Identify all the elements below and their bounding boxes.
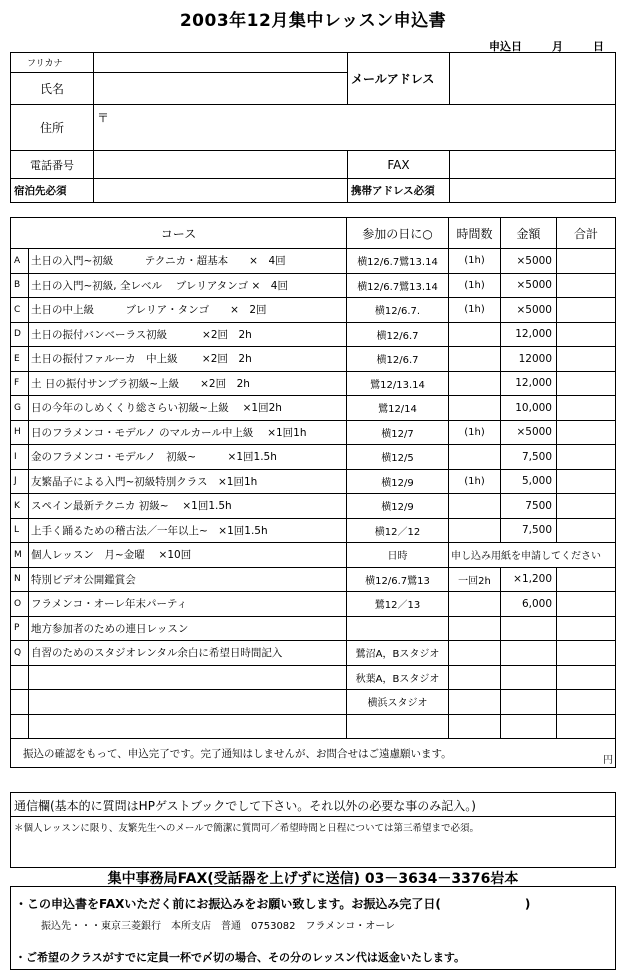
- course-hours: [449, 690, 501, 715]
- course-price: 7,500: [501, 518, 557, 543]
- course-total[interactable]: [557, 420, 616, 445]
- course-letter: Q: [11, 641, 29, 666]
- course-days[interactable]: 横浜スタジオ: [347, 690, 449, 715]
- communication-box[interactable]: [10, 792, 616, 868]
- header-hours: 時間数: [449, 218, 501, 249]
- course-row: [11, 347, 616, 372]
- course-letter: B: [11, 273, 29, 298]
- course-price: ×5000: [501, 420, 557, 445]
- course-hours: [449, 445, 501, 470]
- course-days[interactable]: 日時: [347, 543, 449, 568]
- course-hours: [449, 371, 501, 396]
- payment-info-box: [10, 886, 616, 970]
- course-name: 日の今年のしめくくり総さらい初級~上級 ×1回2h: [29, 396, 347, 421]
- course-days[interactable]: [347, 616, 449, 641]
- address-label: 住所: [11, 105, 94, 151]
- course-days[interactable]: 横12/6.7鷺13: [347, 567, 449, 592]
- communication-body: ＊個人レッスンに限り、友繁先生へのメールで簡潔に質問可／希望時間と日程については第三希望まで必須。: [14, 823, 480, 834]
- course-letter: E: [11, 347, 29, 372]
- course-price: 10,000: [501, 396, 557, 421]
- course-total[interactable]: [557, 249, 616, 274]
- application-date-label: 申込日: [489, 40, 522, 53]
- course-row: [11, 249, 616, 274]
- course-row: [11, 469, 616, 494]
- course-name: フラメンコ・オーレ年末パーティ: [29, 592, 347, 617]
- course-row: [11, 371, 616, 396]
- course-name: スペイン最新テクニカ 初級~ ×1回1.5h: [29, 494, 347, 519]
- course-price: 12,000: [501, 322, 557, 347]
- course-note: 申し込み用紙を申請してください: [449, 543, 616, 568]
- course-hours: (1h): [449, 273, 501, 298]
- course-total[interactable]: [557, 714, 616, 739]
- course-hours: [449, 347, 501, 372]
- course-days[interactable]: 横12/6.7鷺13.14: [347, 273, 449, 298]
- course-total[interactable]: [557, 690, 616, 715]
- course-row: [11, 567, 616, 592]
- header-course: コース: [11, 218, 347, 249]
- course-hours: 一回2h: [449, 567, 501, 592]
- course-hours: [449, 518, 501, 543]
- course-total[interactable]: [557, 518, 616, 543]
- course-hours: (1h): [449, 420, 501, 445]
- course-days[interactable]: 横12/6.7.: [347, 298, 449, 323]
- mobile-field[interactable]: [450, 179, 616, 203]
- course-letter: D: [11, 322, 29, 347]
- course-price: 12000: [501, 347, 557, 372]
- course-hours: (1h): [449, 469, 501, 494]
- course-days[interactable]: 横12/6.7: [347, 347, 449, 372]
- course-total[interactable]: [557, 371, 616, 396]
- course-price: 5,000: [501, 469, 557, 494]
- course-total[interactable]: [557, 592, 616, 617]
- course-name: [29, 665, 347, 690]
- lodging-field[interactable]: [94, 179, 348, 203]
- course-total[interactable]: [557, 322, 616, 347]
- course-name: 地方参加者のための連日レッスン: [29, 616, 347, 641]
- course-price: [501, 714, 557, 739]
- course-days[interactable]: 鷺12／13: [347, 592, 449, 617]
- course-days[interactable]: 横12/9: [347, 494, 449, 519]
- course-price: [501, 641, 557, 666]
- course-days[interactable]: 横12/7: [347, 420, 449, 445]
- course-table-header: [11, 218, 616, 249]
- course-letter: M: [11, 543, 29, 568]
- course-price: [501, 665, 557, 690]
- bank-account-info: 振込先・・・東京三菱銀行 本所支店 普通 0753082 フラメンコ・オーレ: [41, 921, 396, 932]
- payment-notice: ・この申込書をFAXいただく前にお振込みをお願い致します。お振込み完了日( ): [15, 897, 531, 911]
- course-price: ×5000: [501, 249, 557, 274]
- course-row: [11, 420, 616, 445]
- course-letter: N: [11, 567, 29, 592]
- course-name: 土日の入門~初級 テクニカ・超基本 × 4回: [29, 249, 347, 274]
- email-label: メールアドレス: [348, 53, 450, 105]
- furigana-label: フリカナ: [11, 53, 94, 73]
- course-row: [11, 714, 616, 739]
- course-price: [501, 616, 557, 641]
- course-price: 6,000: [501, 592, 557, 617]
- course-price: 12,000: [501, 371, 557, 396]
- course-row: [11, 592, 616, 617]
- course-hours: [449, 665, 501, 690]
- course-name: 土 日の振付サンブラ初級~上級 ×2回 2h: [29, 371, 347, 396]
- course-letter: A: [11, 249, 29, 274]
- course-price: 7,500: [501, 445, 557, 470]
- course-days[interactable]: 鷺12/13.14: [347, 371, 449, 396]
- email-field[interactable]: [450, 53, 616, 105]
- course-days[interactable]: 秋葉A，Bスタジオ: [347, 665, 449, 690]
- course-name: 土日の振付バンベーラス初級 ×2回 2h: [29, 322, 347, 347]
- course-days[interactable]: 鷺沼A，Bスタジオ: [347, 641, 449, 666]
- course-row: [11, 322, 616, 347]
- completion-note-cell: [11, 739, 616, 768]
- course-row: [11, 445, 616, 470]
- address-field[interactable]: [94, 105, 616, 151]
- course-hours: [449, 592, 501, 617]
- course-letter: L: [11, 518, 29, 543]
- course-hours: [449, 616, 501, 641]
- course-days[interactable]: [347, 714, 449, 739]
- course-price: ×5000: [501, 273, 557, 298]
- name-field[interactable]: [94, 73, 348, 105]
- course-days[interactable]: 横12/9: [347, 469, 449, 494]
- phone-field[interactable]: [94, 151, 348, 179]
- header-total: 合計: [557, 218, 616, 249]
- course-name: 土日の入門~初級, 全レベル ブレリアタンゴ × 4回: [29, 273, 347, 298]
- course-name: [29, 690, 347, 715]
- completion-note: 振込の確認をもって、申込完了です。完了通知はしませんが、お問合せはご遠慮願います。: [23, 747, 452, 760]
- course-total[interactable]: [557, 567, 616, 592]
- course-price: 7500: [501, 494, 557, 519]
- course-name: 日のフラメンコ・モデルノ のマルカール中上級 ×1回1h: [29, 420, 347, 445]
- course-row: [11, 665, 616, 690]
- course-row: [11, 494, 616, 519]
- course-row: [11, 641, 616, 666]
- course-name: 土日の中上級 ブレリア・タンゴ × 2回: [29, 298, 347, 323]
- course-total[interactable]: [557, 665, 616, 690]
- application-date-month: 月: [552, 40, 563, 53]
- course-row: [11, 396, 616, 421]
- course-letter: I: [11, 445, 29, 470]
- course-letter: H: [11, 420, 29, 445]
- completion-note-row: [11, 739, 616, 768]
- course-days[interactable]: 横12／12: [347, 518, 449, 543]
- course-price: [501, 690, 557, 715]
- course-total[interactable]: [557, 616, 616, 641]
- yen-unit: 円: [603, 755, 613, 766]
- course-letter: F: [11, 371, 29, 396]
- course-name: [29, 714, 347, 739]
- course-hours: [449, 641, 501, 666]
- page-title: 2003年12月集中レッスン申込書: [179, 11, 447, 31]
- fax-number-line: 集中事務局FAX(受話器を上げずに送信) 03－3634－3376岩本: [107, 871, 519, 887]
- lodging-label: 宿泊先必須: [11, 179, 94, 203]
- course-letter: P: [11, 616, 29, 641]
- course-letter: [11, 665, 29, 690]
- application-date-day: 日: [593, 40, 604, 53]
- furigana-field[interactable]: [94, 53, 348, 73]
- course-letter: C: [11, 298, 29, 323]
- postal-mark: 〒: [97, 111, 110, 125]
- course-name: 上手く踊るための稽古法／一年以上~ ×1回1.5h: [29, 518, 347, 543]
- course-days[interactable]: 横12/6.7鷺13.14: [347, 249, 449, 274]
- course-letter: [11, 690, 29, 715]
- course-name: 友繁晶子による入門~初級特別クラス ×1回1h: [29, 469, 347, 494]
- course-letter: G: [11, 396, 29, 421]
- phone-label: 電話番号: [11, 151, 94, 179]
- refund-notice: ・ご希望のクラスがすでに定員一杯で〆切の場合、その分のレッスン代は返金いたします。: [15, 951, 466, 964]
- course-total[interactable]: [557, 494, 616, 519]
- course-name: 特別ビデオ公開鑑賞会: [29, 567, 347, 592]
- course-row: [11, 616, 616, 641]
- course-total[interactable]: [557, 641, 616, 666]
- course-price: ×5000: [501, 298, 557, 323]
- course-letter: J: [11, 469, 29, 494]
- course-name: 金のフラメンコ・モデルノ 初級~ ×1回1.5h: [29, 445, 347, 470]
- fax-label: FAX: [348, 151, 450, 179]
- course-total[interactable]: [557, 445, 616, 470]
- course-total[interactable]: [557, 396, 616, 421]
- course-hours: [449, 714, 501, 739]
- communication-title: 通信欄(基本的に質問はHPゲストブックでして下さい。それ以外の必要な事のみ記入。): [11, 793, 615, 817]
- mobile-label: 携帯アドレス必須: [348, 179, 450, 203]
- course-total[interactable]: [557, 469, 616, 494]
- header-days: 参加の日に○: [347, 218, 449, 249]
- course-letter: O: [11, 592, 29, 617]
- course-hours: (1h): [449, 249, 501, 274]
- course-total[interactable]: [557, 347, 616, 372]
- header-price: 金額: [501, 218, 557, 249]
- course-hours: [449, 494, 501, 519]
- course-total[interactable]: [557, 298, 616, 323]
- course-days[interactable]: 鷺12/14: [347, 396, 449, 421]
- course-letter: [11, 714, 29, 739]
- course-row: [11, 298, 616, 323]
- course-row: [11, 273, 616, 298]
- course-hours: [449, 396, 501, 421]
- course-days[interactable]: 横12/6.7: [347, 322, 449, 347]
- course-name: 土日の振付ファルーカ 中上級 ×2回 2h: [29, 347, 347, 372]
- course-row: [11, 690, 616, 715]
- course-letter: K: [11, 494, 29, 519]
- course-days[interactable]: 横12/5: [347, 445, 449, 470]
- course-row: [11, 518, 616, 543]
- applicant-info-table: [10, 52, 616, 203]
- course-row: [11, 543, 616, 568]
- course-price: ×1,200: [501, 567, 557, 592]
- fax-field[interactable]: [450, 151, 616, 179]
- course-total[interactable]: [557, 273, 616, 298]
- course-name: 個人レッスン 月~金曜 ×10回: [29, 543, 347, 568]
- course-name: 自習のためのスタジオレンタル余白に希望日時間記入: [29, 641, 347, 666]
- course-table: [10, 217, 616, 768]
- course-hours: [449, 322, 501, 347]
- name-label: 氏名: [11, 73, 94, 105]
- course-hours: (1h): [449, 298, 501, 323]
